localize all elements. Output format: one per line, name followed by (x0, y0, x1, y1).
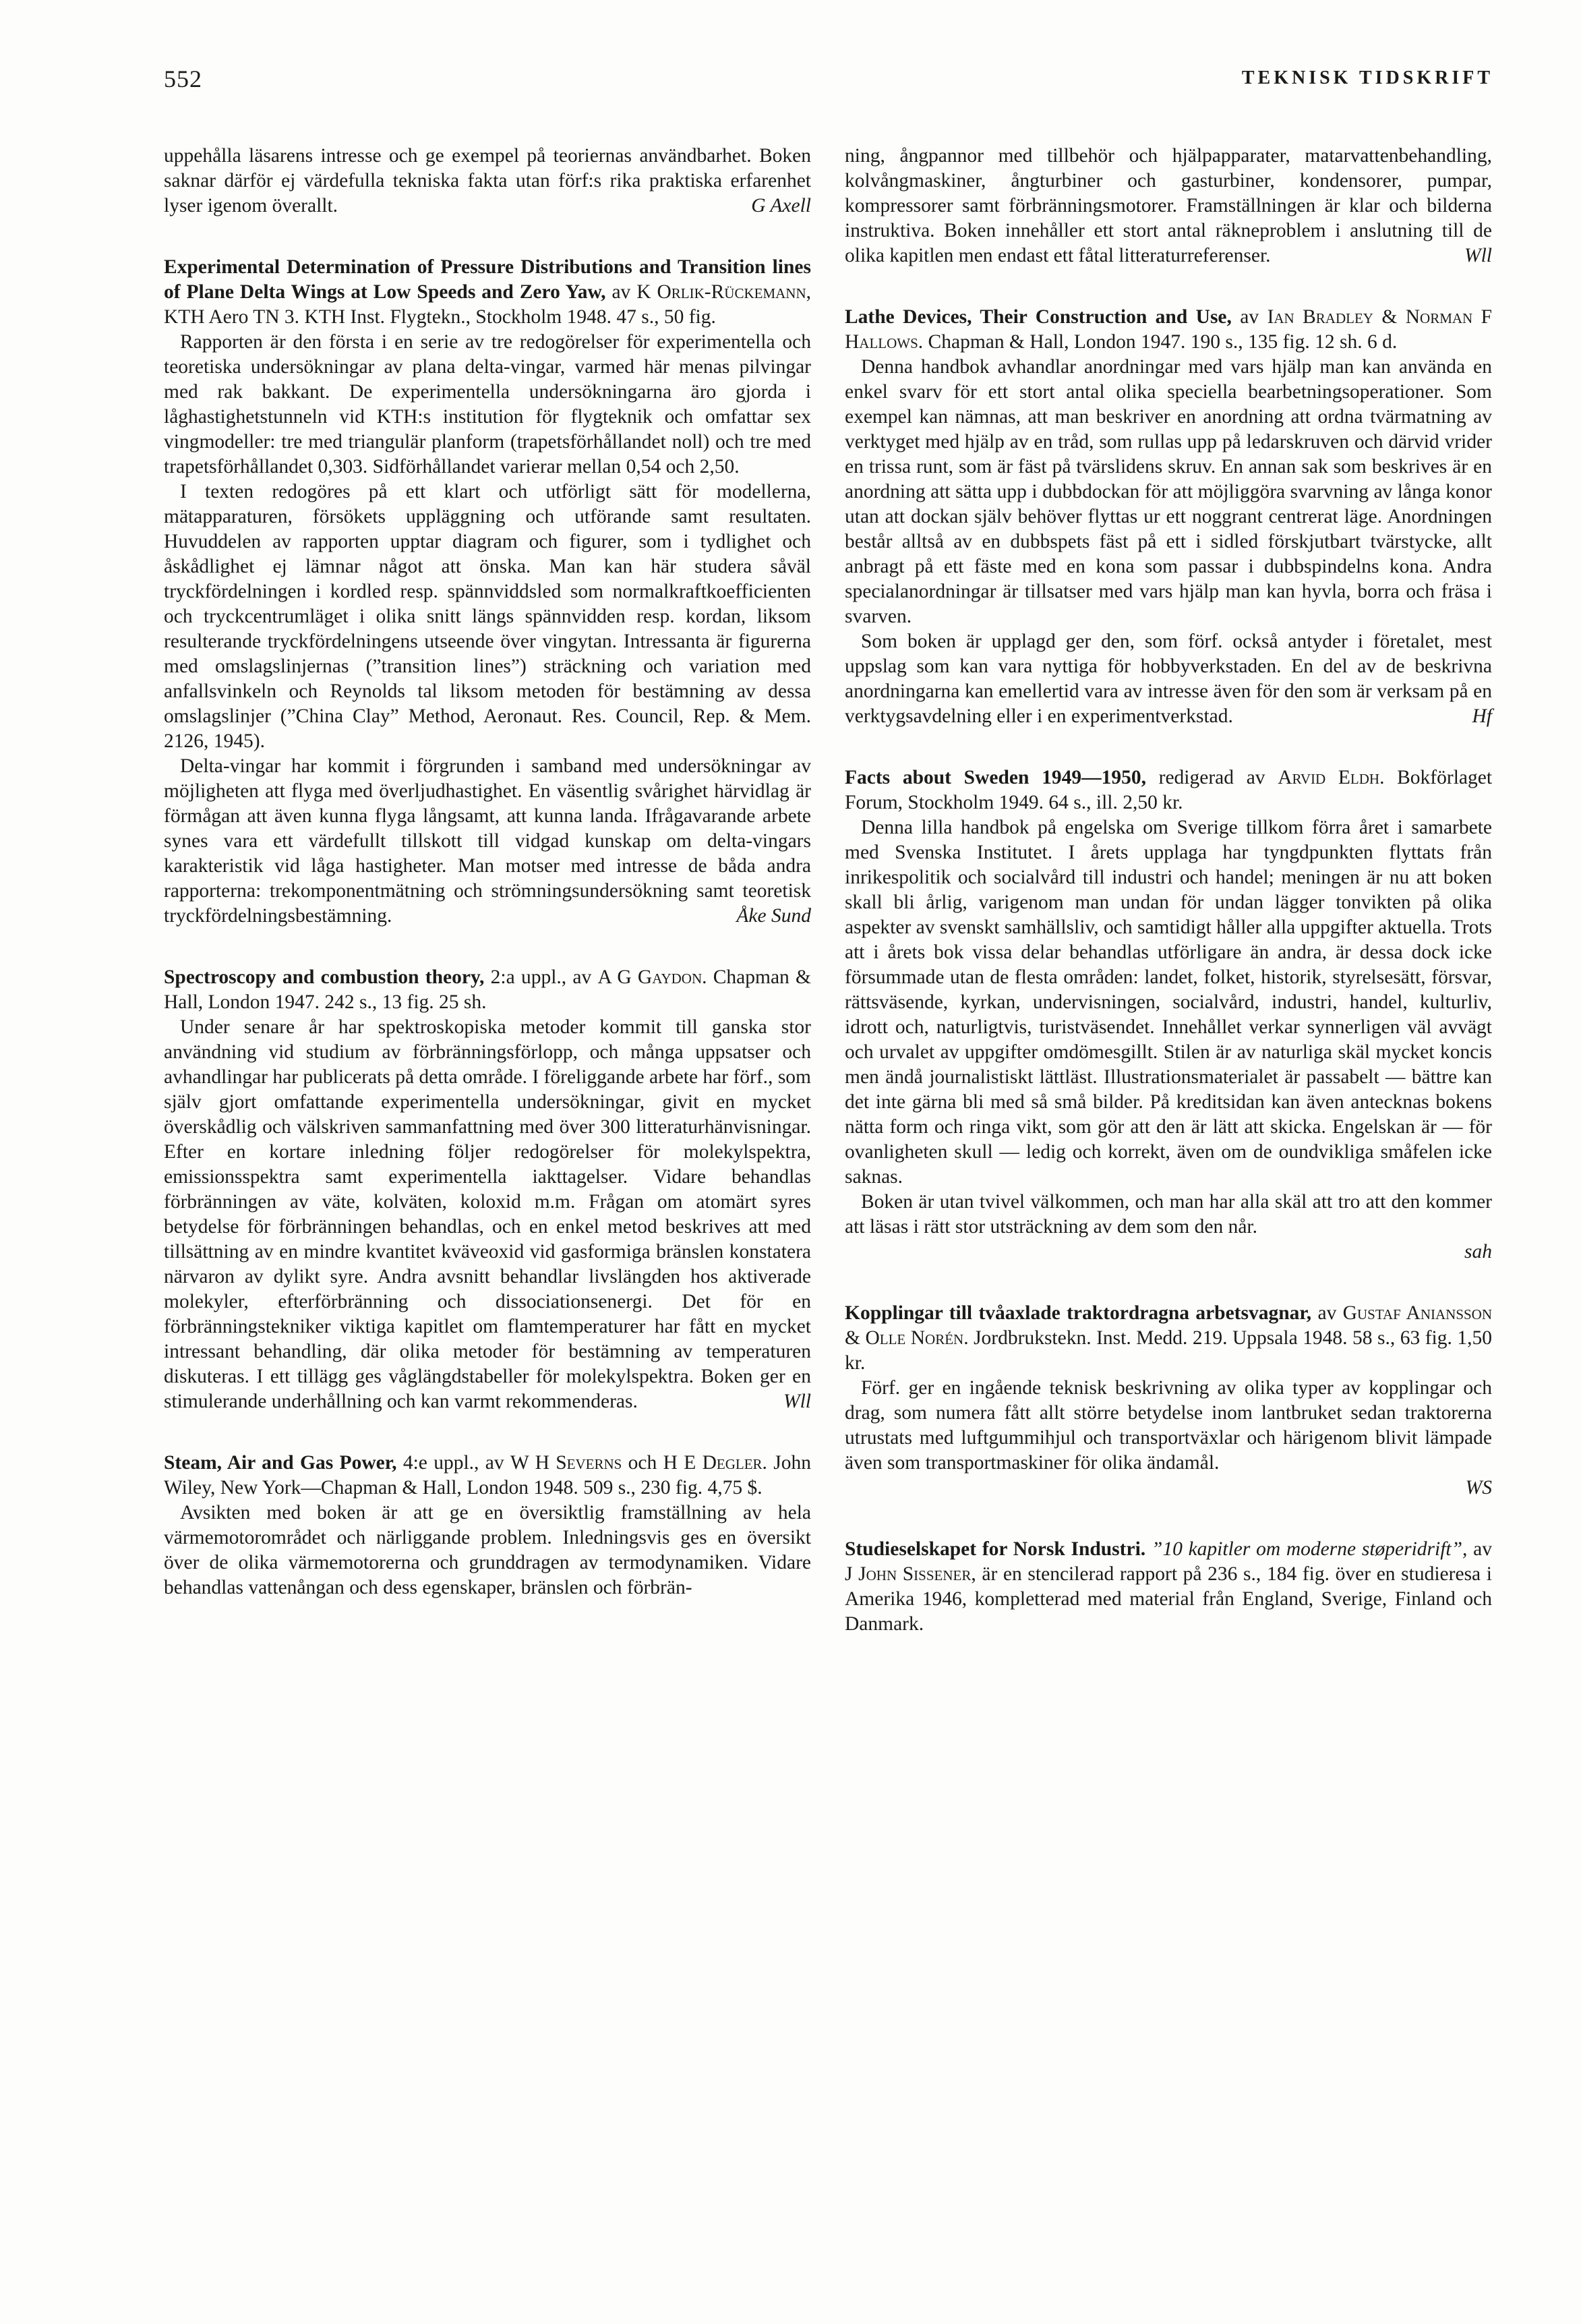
book-author: K Orlik-Rückemann (636, 281, 806, 303)
publisher-info: . Chapman & Hall, London 1947. 242 s., 13 fig. 25 sh. (164, 966, 811, 1013)
paragraph: Under senare år har spektroskopiska metoder kommit till ganska stor användning vid studium av förbränningsförlopp, och många uppsatser och avhandlingar har publicerats på detta område. I föreliggande arbete har förf., som själv gjort omfattande experimentella undersökningar, givit en mycket överskådlig och välskriven sammanfattning med över 300 litteraturhänvisningar. Efter en kortare inledning följer redogörelser för molekylspektra, emissionsspektra samt experimentella iakttagelser. Vidare behandlas förbränningen av väte, kolväten, koloxid m.m. Frågan om atomärt syres betydelse för förbränningen behandlas, och en enkel metod beskrives att med tillsättning av en mindre kvantitet kväveoxid vid gasformiga bränslen konstatera närvaron av dylikt syre. Andra avsnitt behandlar livslängden hos aktiverade molekyler, efterförbränning och dissociationsenergi. Det för en förbränningstekniker viktiga kapitlet om flamtemperaturer har fått en mycket intressant behandling, där olika metoder för bestämning av temperaturen diskuteras. I ett tillägg ges våglängdstabeller för molekylspektra. Boken ger en stimulerande underhållning och kan varmt rekommenderas. Wll (164, 1015, 811, 1414)
paragraph: ning, ångpannor med tillbehör och hjälpapparater, matarvattenbehandling, kolvångmaskiner, ångturbiner och gasturbiner, kondensorer, pumpar, kompressorer samt förbränningsmotorer. Framställningen är klar och bilderna instruktiva. Boken innehåller ett stort antal räkneproblem i anslutning till de olika kapitlen men endast ett fåtal litteraturreferenser. Wll (845, 144, 1492, 268)
paragraph: Som boken är upplagd ger den, som förf. också antyder i företalet, mest uppslag som kan vara nyttiga för hobbyverkstaden. En del av de beskrivna anordningarna kan emellertid vara av intresse även för den som är verksam på en verktygsavdelning eller i en experimentverkstad. Hf (845, 629, 1492, 729)
book-title: Studieselskapet for Norsk Industri. (845, 1538, 1146, 1560)
left-column (164, 144, 811, 1600)
review-heading: Facts about Sweden 1949—1950, redigerad av Arvid Eldh. Bokförlaget Forum, Stockholm 1949. 64 s., ill. 2,50 kr. (845, 767, 1493, 813)
paragraph: Denna handbok avhandlar anordningar med vars hjälp man kan använda en enkel svarv för ett stort antal olika speciella bearbetningsoperationer. Som exempel kan nämnas, att man beskriver en anordning att ordna tvärmatning av verktyget med hjälp av en tråd, som rullas upp på ledarskruven och därvid vrider en trissa runt, som är fäst på tvärslidens skruv. En annan sak som beskrives är en anordning att sätta upp i dubbdockan för att möjliggöra svarvning av långa konor utan att dockan själv behöver flyttas ur ett noggrant centrerat läge. Anordningen består alltså av en dubbspets fäst på ett i sidled förskjutbart tvärstycke, allt anbragt på ett fäste med en kona som passar i dubbspindelns kona. Andra specialanordningar är tillsatser med vars hjälp man kan hyvla, borra och fräsa i svarven. (845, 356, 1492, 627)
book-title: Experimental Determination of Pressure Distributions and Transition lines of Plane Delta Wings at Low Speeds and Zero Yaw, (164, 256, 811, 303)
book-author: Arvid Eldh (1278, 767, 1380, 788)
book-title: Spectroscopy and combustion theory, (164, 966, 485, 988)
reviewer-signature: Hf (1472, 705, 1492, 727)
paragraph: I texten redogöres på ett klart och utförligt sätt för modellerna, mätapparaturen, försökets uppläggning och utförande samt resultaten. Huvuddelen av rapporten upptar diagram och figurer, som i tydlighet och åskådlighet ej lämnar något att önska. Man kan här studera såväl tryckfördelningen i kordled resp. spännviddsled som normalkraftkoefficienten och tryckcentrumläget i olika snitt längs spännvidden resp. kordan, liksom resulterande tryckfördelningens utseende över vingytan. Intressanta är figurerna med omslagslinjernas (”transition lines”) sträckning och variation med anfallsvinkeln och Reynolds tal liksom metoden för bestämning av dessa omslagslinjer (”China Clay” Method, Aeronaut. Res. Council, Rep. & Mem. 2126, 1945). (164, 481, 811, 752)
reviewer-signature: sah (1464, 1241, 1492, 1262)
review-heading: Studieselskapet for Norsk Industri. ”10 kapitler om moderne støperidrift”, av J John Sissener, är en stencilerad rapport på 236 s., 184 fig. över en studieresa i Amerika 1946, kompletterad med material från England, Sverige, Finland och Danmark. (845, 1538, 1493, 1635)
book-author: W H Severns (510, 1452, 622, 1474)
review-heading: Steam, Air and Gas Power, 4:e uppl., av W H Severns och H E Degler. John Wiley, New York—Chapman & Hall, London 1948. 509 s., 230 fig. 4,75 $. (164, 1452, 811, 1499)
publisher-info: . Chapman & Hall, London 1947. 190 s., 135 fig. 12 sh. 6 d. (918, 331, 1398, 353)
book-author: Gustaf Aniansson (1342, 1302, 1493, 1324)
running-head (164, 65, 1493, 98)
book-author: Ian Bradley (1267, 306, 1373, 328)
reviewer-signature: G Axell (751, 195, 811, 216)
reviewer-signature: Wll (1464, 245, 1492, 266)
book-author: J John Sissener (845, 1563, 972, 1585)
publisher-info: , KTH Aero TN 3. KTH Inst. Flygtekn., Stockholm 1948. 47 s., 50 fig. (164, 281, 812, 328)
publisher-info: . Bokförlaget Forum, Stockholm 1949. 64 s., ill. 2,50 kr. (845, 767, 1493, 813)
publisher-info: . John Wiley, New York—Chapman & Hall, London 1948. 509 s., 230 fig. 4,75 $. (164, 1452, 811, 1499)
book-title: Steam, Air and Gas Power, (164, 1452, 397, 1474)
review-steam-air-gas (164, 1451, 811, 1600)
right-column (845, 144, 1492, 1637)
review-facts-about-sweden (845, 765, 1492, 1265)
book-title: Lathe Devices, Their Construction and Use, (845, 306, 1232, 328)
paragraph: Förf. ger en ingående teknisk beskrivning av olika typer av kopplingar och drag, som numera fått allt större betydelse inom lantbruket sedan traktorerna utrustats med luftgummihjul och transportväxlar och härigenom blivit lämpade även som transportmaskiner för olika ändamål. (845, 1377, 1492, 1474)
review-delta-wings (164, 255, 811, 929)
paragraph: uppehålla läsarens intresse och ge exempel på teoriernas användbarhet. Boken saknar därför ej värdefulla tekniska fakta utan förf:s rika praktiska erfarenhet lyser igenom överallt. G Axell (164, 144, 811, 219)
review-heading: Spectroscopy and combustion theory, 2:a uppl., av A G Gaydon. Chapman & Hall, London 1947. 242 s., 13 fig. 25 sh. (164, 966, 811, 1013)
reviewer-signature: Wll (783, 1391, 811, 1412)
review-studieselskapet (845, 1537, 1492, 1637)
review-spectroscopy (164, 965, 811, 1414)
paragraph: Delta-vingar har kommit i förgrunden i samband med undersökningar av möjligheten att flyga med överljudhastighet. En väsentlig svårighet härvidlag är förmågan att även kunna flyga långsamt, att kunna landa. Ifrågavarande arbete synes vara ett värdefullt tillskott till vidgad kunskap om delta-vingars karakteristik vid låga hastigheter. Man motser med intresse de båda andra rapporterna: trekomponentmätning och strömningsundersökning samt teoretisk tryckfördelningsbestämning. Åke Sund (164, 754, 811, 929)
book-author: Norman F Hallows (845, 306, 1493, 353)
journal-title: TEKNISK TIDSKRIFT (1241, 67, 1493, 88)
review-lathe-devices (845, 305, 1492, 729)
review-heading: Kopplingar till tvåaxlade traktordragna arbetsvagnar, av Gustaf Aniansson & Olle Norén. Jordbrukstekn. Inst. Medd. 219. Uppsala 1948. 58 s., 63 fig. 1,50 kr. (845, 1302, 1493, 1374)
carryover-review-right (845, 144, 1492, 268)
paragraph: Denna lilla handbok på engelska om Sverige tillkom förra året i samarbete med Svenska Institutet. I årets upplaga har tyngdpunkten flyttats från inrikespolitik och socialvård till industri och handel; meningen är nu att boken skall bli årlig, varigenom man undan för undan lägger tonvikten på olika aspekter av svenskt samhällsliv, och samtidigt håller alla uppgifter aktuella. Trots att i årets bok vissa delar behandlas utförligare än andra, är dessa dock icke försummade utan de flesta områden: landet, folket, historik, styrelsesätt, försvar, rättsväsende, kyrkan, undervisningen, socialvård, industri, handel, kulturliv, idrott och, naturligtvis, turistväsendet. Innehållet verkar synnerligen väl avvägt och urvalet av uppgifter omdömesgillt. Stilen är av naturliga skäl mycket koncis men ändå journalistiskt lättläst. Illustrationsmaterialet är passabelt — bättre kan det inte gärna bli med så små bilder. På kreditsidan kan även antecknas bokens nätta form och ringa vikt, som gör att den är lätt att skicka. Engelskan är — för ovanligheten skull — ledig och korrekt, även om de oundvikliga småfelen icke saknas. (845, 817, 1492, 1188)
review-kopplingar (845, 1301, 1492, 1501)
page-number: 552 (164, 65, 202, 92)
review-heading: Experimental Determination of Pressure Distributions and Transition lines of Plane Delta Wings at Low Speeds and Zero Yaw, av K Orlik-Rückemann, KTH Aero TN 3. KTH Inst. Flygtekn., Stockholm 1948. 47 s., 50 fig. (164, 256, 812, 328)
work-title: ”10 kapitler om moderne støperidrift”, (1145, 1538, 1468, 1560)
paragraph: Avsikten med boken är att ge en översiktlig framställning av hela värmemotorområdet och närliggande problem. Inledningsvis ges en översikt över de olika värmemotorerna och grunddragen av termodynamiken. Vidare behandlas vattenångan och dess egenskaper, bränslen och förbrän- (164, 1502, 811, 1598)
paragraph: Rapporten är den första i en serie av tre redogörelser för experimentella och teoretiska undersökningar av plana delta-vingar, varmed här menas pilvingar med rak bakkant. De experimentella undersökningarna äro gjorda i låghastighetstunneln vid KTH:s institution för flygteknik och omfattar sex vingmodeller: tre med triangulär planform (trapetsförhållandet noll) och tre med trapetsförhållandet 0,303. Sidförhållandet varierar mellan 0,54 och 2,50. (164, 331, 811, 477)
reviewer-signature: WS (1465, 1477, 1492, 1499)
book-title: Kopplingar till tvåaxlade traktordragna arbetsvagnar, (845, 1302, 1312, 1324)
carryover-review-left (164, 144, 811, 219)
publisher-info: . Jordbrukstekn. Inst. Medd. 219. Uppsala 1948. 58 s., 63 fig. 1,50 kr. (845, 1327, 1492, 1374)
paragraph: Boken är utan tvivel välkommen, och man har alla skäl att tro att den kommer att läsas i rätt stor utsträckning av dem som den når. (845, 1191, 1492, 1238)
book-author: Olle Norén (865, 1327, 964, 1349)
reviewer-signature: Åke Sund (736, 905, 811, 927)
book-title: Facts about Sweden 1949—1950, (845, 767, 1146, 788)
book-author: A G Gaydon (597, 966, 703, 988)
review-heading: Lathe Devices, Their Construction and Use, av Ian Bradley & Norman F Hallows. Chapman & Hall, London 1947. 190 s., 135 fig. 12 sh. 6 d. (845, 306, 1493, 353)
book-author: H E Degler (663, 1452, 763, 1474)
